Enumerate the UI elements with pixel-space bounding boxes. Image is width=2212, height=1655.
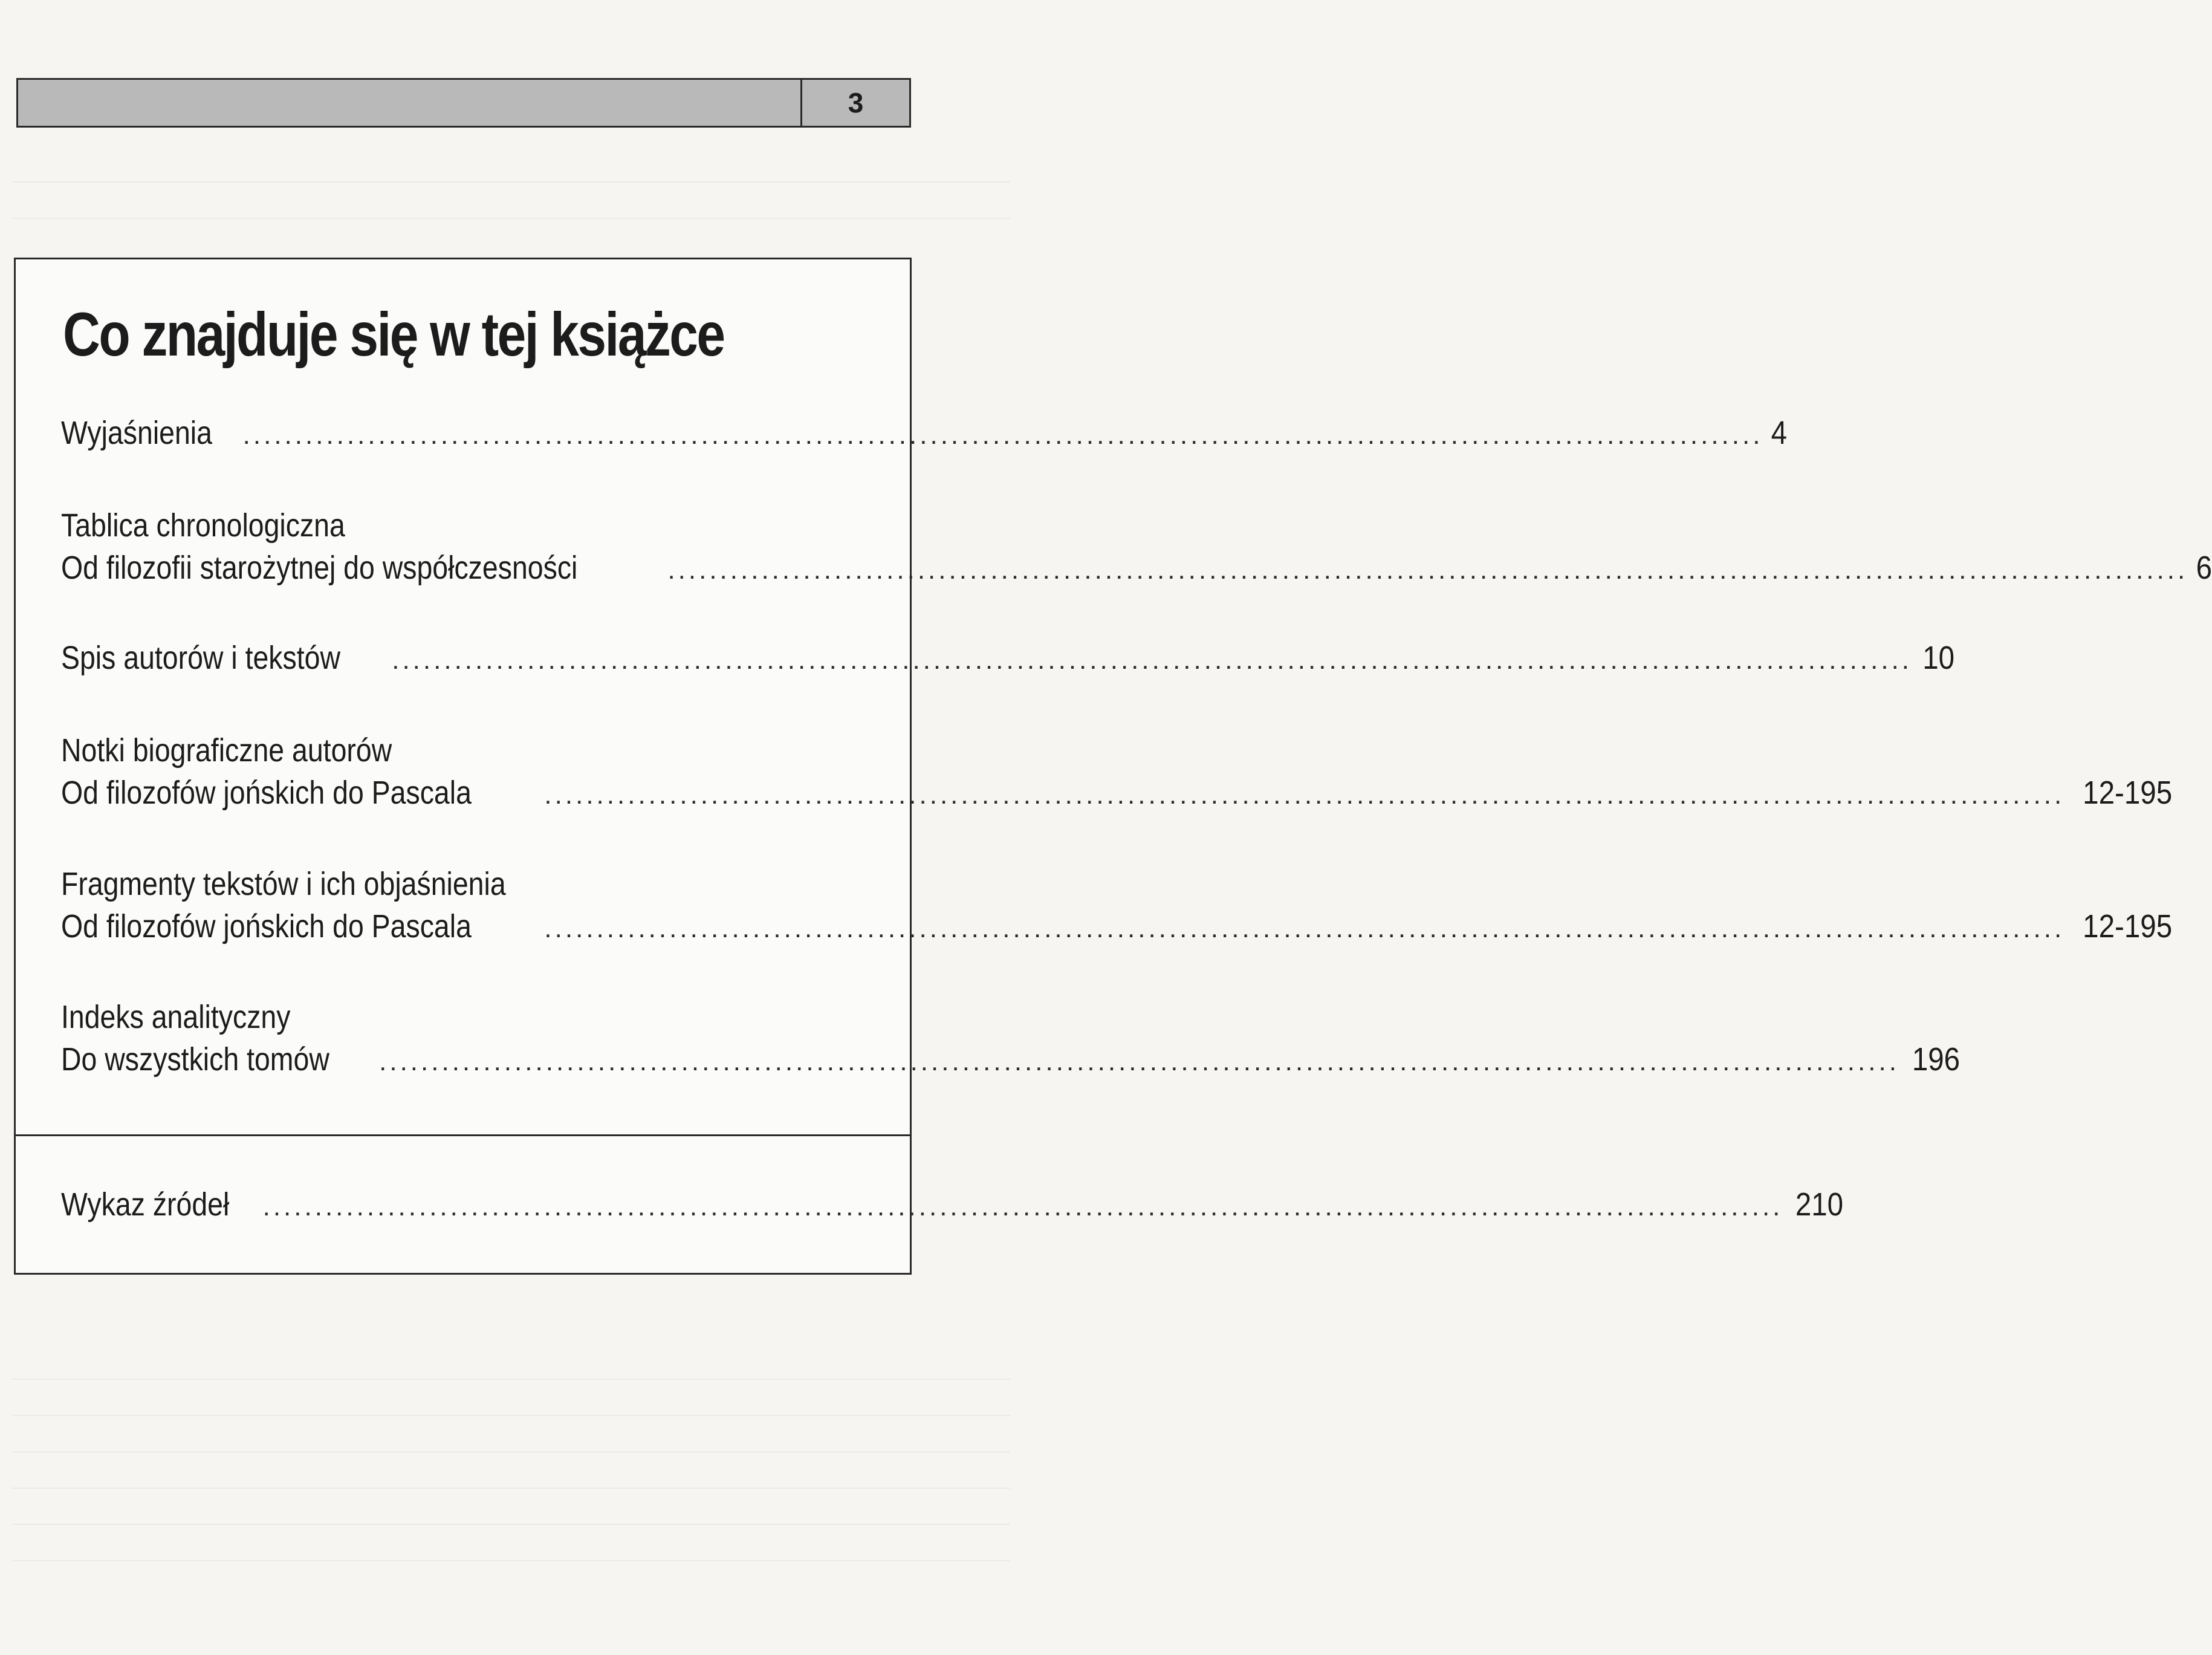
toc-entry-page: 196 — [1912, 1041, 1961, 1078]
dot-leader: .................................................................................................................................................. — [242, 420, 1763, 450]
toc-title: Co znajduje się w tej książce — [63, 300, 724, 369]
header-bar — [16, 78, 911, 128]
toc-entry-heading: Indeks analityczny — [61, 999, 291, 1035]
toc-entry-explanations[interactable] — [61, 412, 1788, 457]
toc-entry-chronology[interactable] — [61, 504, 2212, 591]
page-number: 3 — [800, 80, 909, 126]
toc-divider — [16, 1134, 910, 1136]
toc-entry-authors-list[interactable] — [61, 637, 1955, 681]
toc-entry-page: 6 — [2196, 550, 2212, 586]
toc-entry-label: Od filozofii starożytnej do współczesności — [61, 550, 578, 586]
toc-entry-label: Wyjaśnienia — [61, 415, 212, 451]
toc-entry-page: 210 — [1795, 1186, 1844, 1223]
toc-entry-label: Wykaz źródeł — [61, 1186, 230, 1223]
toc-entry-heading: Notki biograficzne autorów — [61, 732, 392, 769]
toc-entry-label: Spis autorów i tekstów — [61, 640, 341, 676]
toc-entry-heading: Tablica chronologiczna — [61, 507, 345, 544]
toc-entry-heading: Fragmenty tekstów i ich objaśnienia — [61, 866, 506, 902]
dot-leader: .................................................................................................................................................. — [379, 1047, 1899, 1076]
dot-leader: .................................................................................................................................................. — [667, 555, 2188, 585]
toc-entry-label: Od filozofów jońskich do Pascala — [61, 775, 472, 811]
toc-entry-page: 12-195 — [2083, 908, 2173, 945]
toc-entry-page: 12-195 — [2083, 775, 2173, 811]
dot-leader: .................................................................................................................................................. — [392, 645, 1913, 675]
dot-leader: .................................................................................................................................................. — [544, 780, 2065, 810]
toc-entry-text-fragments[interactable] — [61, 863, 2173, 950]
toc-entry-index[interactable] — [61, 996, 1961, 1083]
toc-entry-biographies[interactable] — [61, 729, 2173, 816]
table-of-contents — [14, 258, 2212, 1275]
toc-entry-page: 4 — [1771, 415, 1788, 451]
dot-leader: .................................................................................................................................................. — [544, 914, 2065, 943]
toc-entry-page: 10 — [1922, 640, 1955, 676]
toc-entry-label: Do wszystkich tomów — [61, 1041, 329, 1078]
dot-leader: .................................................................................................................................................. — [262, 1192, 1783, 1221]
toc-entry-sources[interactable] — [61, 1183, 1844, 1228]
toc-entry-label: Od filozofów jońskich do Pascala — [61, 908, 472, 945]
